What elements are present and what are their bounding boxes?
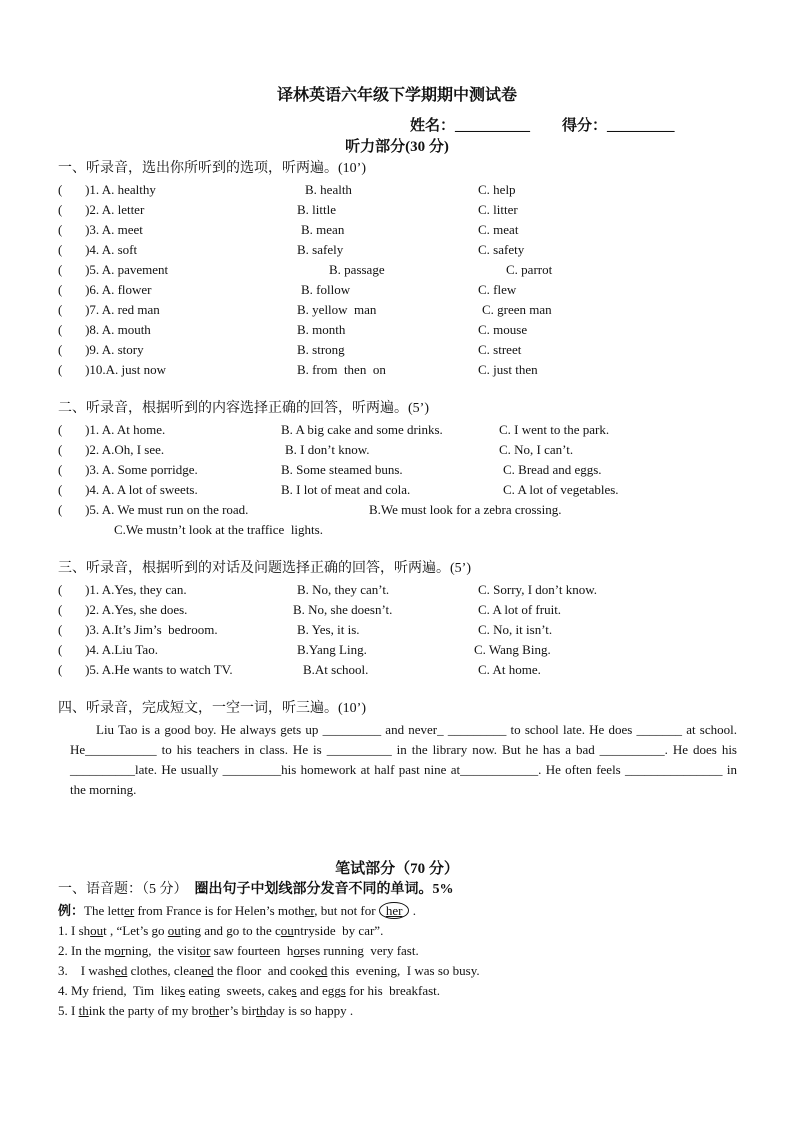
sentence-text: ses running very fast. xyxy=(304,943,419,958)
s1-item-3-option-b: B. mean xyxy=(301,222,345,237)
s1-item-5-option-b: B. passage xyxy=(329,262,385,277)
sentence-text: er’s bir xyxy=(219,1003,257,1018)
s2-item-3-option-b: B. Some steamed buns. xyxy=(281,462,403,477)
s1-item-8-option-b: B. month xyxy=(297,322,346,337)
s3-item-5-option-a: ( )5. A.He wants to watch TV. xyxy=(58,662,233,677)
example-text: . xyxy=(409,903,416,918)
sentence-text: this evening, I was so busy. xyxy=(327,963,480,978)
phonics-sentence-2 xyxy=(58,943,419,959)
phonics-sentence-3 xyxy=(58,963,480,979)
underlined-part: s xyxy=(291,983,297,998)
s1-item-8-option-c: C. mouse xyxy=(478,322,528,337)
underlined-part: er xyxy=(304,903,315,918)
s1-item-9-option-b: B. strong xyxy=(297,342,345,357)
s3-item-1-option-b: B. No, they can’t. xyxy=(297,582,390,597)
s3-item-5-option-b: B.At school. xyxy=(303,662,369,677)
sentence-text: ink the party of my bro xyxy=(88,1003,209,1018)
s3-item-4-option-b: B.Yang Ling. xyxy=(297,642,367,657)
sentence-text: the floor and cook xyxy=(213,963,316,978)
s1-item-1-option-a: ( )1. A. healthy xyxy=(58,182,156,197)
section-4-paragraph: Liu Tao is a good boy. He always gets up _________ and never_ _________ to school late. He does _______ at school. He___________ to his teachers in class. He is __________ in the library now. But he has a bad __________. He does his __________late. He usually _________his homework at half past nine at____________. He often feels _______________ in the morning. xyxy=(70,722,737,797)
sentence-text: 4. My friend, Tim like xyxy=(58,983,181,998)
s2-item-5-option-a: ( )5. A. We must run on the road. xyxy=(58,502,249,517)
s1-item-2-option-a: ( )2. A. letter xyxy=(58,202,145,217)
s3-item-2-option-b: B. No, she doesn’t. xyxy=(293,602,393,617)
written-section-1-instruction: 圈出句子中划线部分发音不同的单词。5% xyxy=(194,882,454,897)
underlined-part: ou xyxy=(167,923,181,938)
s1-item-4-option-c: C. safety xyxy=(478,242,525,257)
example-sentence xyxy=(58,903,416,919)
s2-item-1-option-b: B. A big cake and some drinks. xyxy=(281,422,443,437)
s1-item-6-option-b: B. follow xyxy=(301,282,351,297)
s3-item-1-option-a: ( )1. A.Yes, they can. xyxy=(58,582,187,597)
s2-item-3-option-c: C. Bread and eggs. xyxy=(503,462,602,477)
underlined-part: s xyxy=(180,983,186,998)
s3-item-2-option-c: C. A lot of fruit. xyxy=(478,602,562,617)
underlined-part: th xyxy=(208,1003,220,1018)
example-text: The lett xyxy=(84,903,125,918)
written-part-title: 笔试部分（70 分） xyxy=(335,861,459,877)
s1-item-5-option-c: C. parrot xyxy=(506,262,553,277)
s1-item-3-option-c: C. meat xyxy=(478,222,519,237)
s2-item-2-option-a: ( )2. A.Oh, I see. xyxy=(58,442,165,457)
underlined-part: ed xyxy=(115,963,128,978)
s1-item-1-option-b: B. health xyxy=(305,182,352,197)
s1-item-8-option-a: ( )8. A. mouth xyxy=(58,322,151,337)
sentence-text: 5. I xyxy=(58,1003,79,1018)
sentence-text: saw fourteen h xyxy=(210,943,294,958)
section-1-title: 一、听录音，选出你所听到的选项，听两遍。(10’) xyxy=(58,161,366,176)
s1-item-7-option-c: C. green man xyxy=(482,302,552,317)
s2-item-4-option-b: B. I lot of meat and cola. xyxy=(281,482,411,497)
s2-item-2-option-c: C. No, I can’t. xyxy=(499,442,574,457)
s3-item-1-option-c: C. Sorry, I don’t know. xyxy=(478,582,598,597)
s2-item-2-option-b: B. I don’t know. xyxy=(285,442,370,457)
sentence-text: ning, the visit xyxy=(125,943,200,958)
sentence-text: day is so happy . xyxy=(266,1003,354,1018)
sentence-text: t , “Let’s go xyxy=(103,923,168,938)
underlined-part: th xyxy=(256,1003,267,1018)
s3-item-3-option-c: C. No, it isn’t. xyxy=(478,622,553,637)
sentence-text: ting and go to the c xyxy=(180,923,281,938)
underlined-part: s xyxy=(340,983,346,998)
example-label: 例： xyxy=(58,903,85,918)
underlined-part: ou xyxy=(280,923,294,938)
phonics-sentence-5 xyxy=(58,1003,353,1019)
sentence-text: eating sweets, cake xyxy=(185,983,292,998)
section-2-title: 二、听录音，根据听到的内容选择正确的回答，听两遍。(5’) xyxy=(58,401,429,416)
name-field-label: 姓名：__________ xyxy=(410,118,531,134)
section-4-title: 四、听录音，完成短文，一空一词，听三遍。(10’) xyxy=(58,701,366,716)
s2-item-3-option-a: ( )3. A. Some porridge. xyxy=(58,462,198,477)
s3-item-2-option-a: ( )2. A.Yes, she does. xyxy=(58,602,188,617)
s2-item-4-option-c: C. A lot of vegetables. xyxy=(503,482,619,497)
s1-item-10-option-c: C. just then xyxy=(478,362,538,377)
underlined-part: or xyxy=(199,943,211,958)
underlined-part: or xyxy=(114,943,126,958)
sentence-text: and egg xyxy=(296,983,341,998)
s1-item-1-option-c: C. help xyxy=(478,182,516,197)
score-field-label: 得分：_________ xyxy=(562,118,675,134)
s1-item-10-option-b: B. from then on xyxy=(297,362,386,377)
section-3-title: 三、听录音，根据听到的对话及问题选择正确的回答，听两遍。(5’) xyxy=(58,561,471,576)
sentence-text: 1. I sh xyxy=(58,923,91,938)
s1-item-4-option-a: ( )4. A. soft xyxy=(58,242,138,257)
written-section-1-title xyxy=(58,881,454,899)
example-text: from France is for Helen’s moth xyxy=(134,903,305,918)
s3-item-4-option-a: ( )4. A.Liu Tao. xyxy=(58,642,158,657)
s2-item-5-option-b: B.We must look for a zebra crossing. xyxy=(369,502,562,517)
s1-item-5-option-a: ( )5. A. pavement xyxy=(58,262,169,277)
phonics-sentence-4 xyxy=(58,983,440,999)
s1-item-4-option-b: B. safely xyxy=(297,242,344,257)
example-text: , but not for xyxy=(314,903,379,918)
s3-item-3-option-a: ( )3. A.It’s Jim’s bedroom. xyxy=(58,622,218,637)
s1-item-7-option-b: B. yellow man xyxy=(297,302,377,317)
written-section-1-heading: 一、语音题：（5 分） xyxy=(58,882,188,897)
listening-part-title: 听力部分(30 分) xyxy=(345,139,449,155)
s3-item-5-option-c: C. At home. xyxy=(478,662,541,677)
sentence-text: 2. In the m xyxy=(58,943,115,958)
s1-item-10-option-a: ( )10.A. just now xyxy=(58,362,166,377)
s1-item-9-option-a: ( )9. A. story xyxy=(58,342,144,357)
phonics-sentence-1 xyxy=(58,923,383,939)
circled-answer: her xyxy=(379,902,410,919)
s3-item-3-option-b: B. Yes, it is. xyxy=(297,622,360,637)
s1-item-2-option-c: C. litter xyxy=(478,202,518,217)
s3-item-4-option-c: C. Wang Bing. xyxy=(474,642,551,657)
s1-item-9-option-c: C. street xyxy=(478,342,522,357)
s1-item-7-option-a: ( )7. A. red man xyxy=(58,302,160,317)
section-2-extra-option: C.We mustn’t look at the traffice lights. xyxy=(114,522,323,537)
sentence-text: for his breakfast. xyxy=(345,983,441,998)
underlined-part: ed xyxy=(315,963,328,978)
exam-title: 译林英语六年级下学期期中测试卷 xyxy=(276,87,517,104)
underlined-part: ed xyxy=(201,963,214,978)
underlined-part: ou xyxy=(90,923,104,938)
underlined-part: or xyxy=(293,943,305,958)
underlined-part: th xyxy=(78,1003,89,1018)
sentence-text: clothes, clean xyxy=(127,963,202,978)
s1-item-2-option-b: B. little xyxy=(297,202,336,217)
sentence-text: ntryside by car”. xyxy=(293,923,384,938)
s1-item-6-option-a: ( )6. A. flower xyxy=(58,282,152,297)
s1-item-6-option-c: C. flew xyxy=(478,282,517,297)
s1-item-3-option-a: ( )3. A. meet xyxy=(58,222,143,237)
sentence-text: 3. I wash xyxy=(58,963,116,978)
s2-item-1-option-a: ( )1. A. At home. xyxy=(58,422,166,437)
s2-item-4-option-a: ( )4. A. A lot of sweets. xyxy=(58,482,198,497)
s2-item-1-option-c: C. I went to the park. xyxy=(499,422,610,437)
underlined-part: er xyxy=(124,903,135,918)
